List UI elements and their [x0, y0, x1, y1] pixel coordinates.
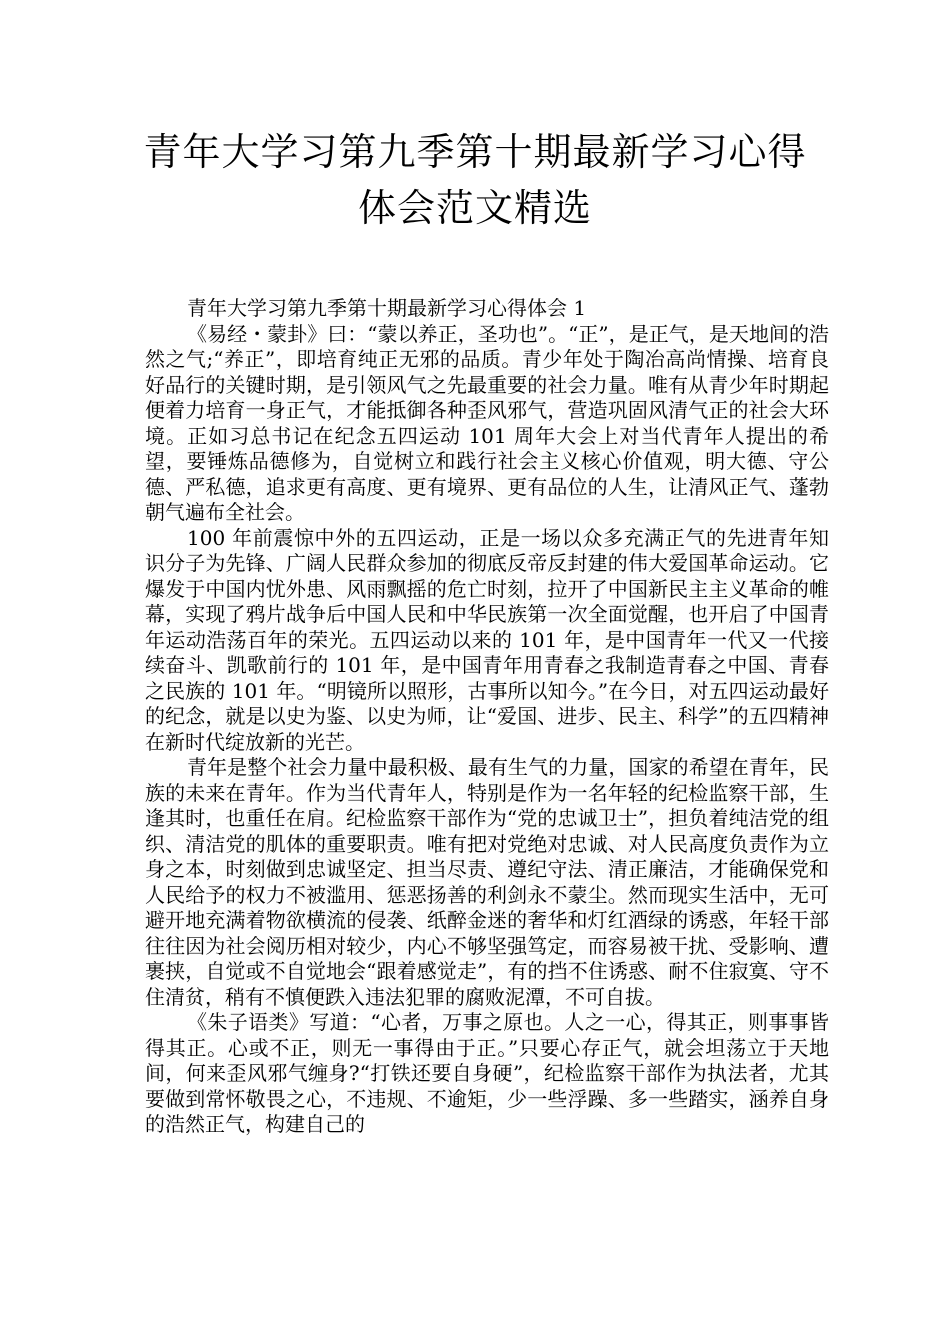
section-heading: 青年大学习第九季第十期最新学习心得体会 1: [187, 296, 587, 320]
document-title-line-1: 青年大学习第九季第十期最新学习心得: [143, 130, 807, 174]
paragraph-2: 100 年前震惊中外的五四运动，正是一场以众多充满正气的先进青年知识分子为先锋、广阔人民群众参加的彻底反帝反封建的伟大爱国革命运动。它爆发于中国内忧外患、风雨飘摇的危亡时刻，拉开了中国新民主主义革命的帷幕，实现了鸦片战争后中国人民和中华民族第一次全面觉醒，也开启了中国青年运动浩荡百年的荣光。五四运动以来的 101 年，是中国青年一代又一代接续奋斗、凯歌前行的 101 年，是中国青年用青春之我制造青春之中国、青春之民族的 101 年。“明镜所以照形，古事所以知今。”在今日，对五四运动最好的纪念，就是以史为鉴、以史为师，让“爱国、进步、民主、科学”的五四精神在新时代绽放新的光芒。: [145, 525, 829, 754]
paragraph-4: 《朱子语类》写道：“心者，万事之原也。人之一心，得其正，则事事皆得其正。心或不正，则无一事得由于正。”只要心存正气，就会坦荡立于天地间，何来歪风邪气缠身?“打铁还要自身硬”，纪检监察干部作为执法者，尤其要做到常怀敬畏之心，不违规、不逾矩，少一些浮躁、多一些踏实，涵养自身的浩然正气，构建自己的: [145, 1010, 829, 1136]
document-body: [145, 296, 829, 1138]
document-title-line-2: 体会范文精选: [357, 186, 592, 230]
paragraph-3: 青年是整个社会力量中最积极、最有生气的力量，国家的希望在青年，民族的未来在青年。作为当代青年人，特别是作为一名年轻的纪检监察干部，生逢其时，也重任在肩。纪检监察干部作为“党的忠诚卫士”，担负着纯洁党的组织、清洁党的肌体的重要职责。唯有把对党绝对忠诚、对人民高度负责作为立身之本，时刻做到忠诚坚定、担当尽责、遵纪守法、清正廉洁，才能确保党和人民给予的权力不被滥用、惩恶扬善的利剑永不蒙尘。然而现实生活中，无可避开地充满着物欲横流的侵袭、纸醉金迷的奢华和灯红酒绿的诱惑，年轻干部往往因为社会阅历相对较少，内心不够坚强笃定，而容易被干扰、受影响、遭裹挟，自觉或不自觉地会“跟着感觉走”，有的挡不住诱惑、耐不住寂寞、守不住清贫，稍有不慎便跌入违法犯罪的腐败泥潭，不可自拔。: [145, 755, 829, 1009]
paragraph-1: 《易经・蒙卦》曰：“蒙以养正，圣功也”。“正”，是正气，是天地间的浩然之气;“养正”，即培育纯正无邪的品质。青少年处于陶冶高尚情操、培育良好品行的关键时期，是引领风气之先最重要的社会力量。唯有从青少年时期起便着力培育一身正气，才能抵御各种歪风邪气，营造巩固风清气正的社会大环境。正如习总书记在纪念五四运动 101 周年大会上对当代青年人提出的希望，要锤炼品德修为，自觉树立和践行社会主义核心价值观，明大德、守公德、严私德，追求更有高度、更有境界、更有品位的人生，让清风正气、蓬勃朝气遍布全社会。: [145, 321, 829, 524]
document-title: [100, 124, 850, 236]
